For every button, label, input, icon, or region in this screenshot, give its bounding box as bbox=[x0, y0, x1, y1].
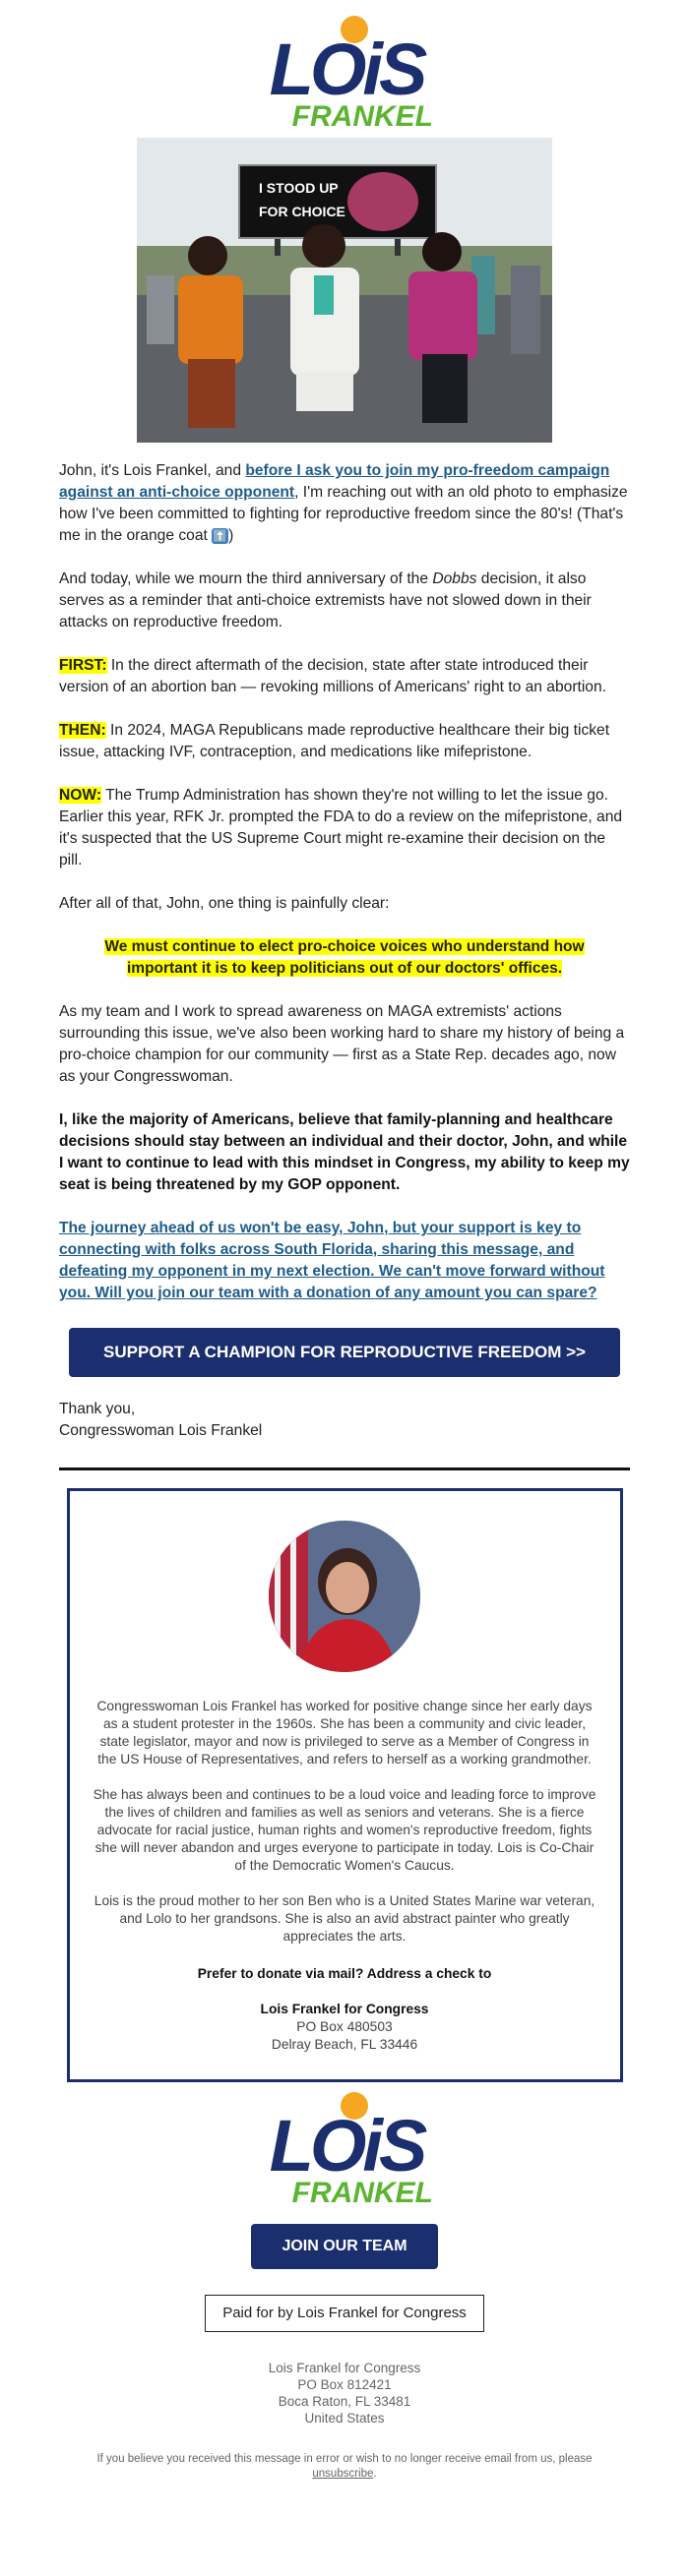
then-label: THEN: bbox=[59, 722, 106, 739]
clear-paragraph: After all of that, John, one thing is painfully clear: bbox=[59, 895, 390, 912]
mail-name: Lois Frankel for Congress bbox=[260, 2002, 429, 2016]
dobbs-text-start: And today, while we mourn the third anniversary of the bbox=[59, 570, 433, 587]
logo-last-name-footer: FRANKEL bbox=[291, 2177, 433, 2208]
then-text: In 2024, MAGA Republicans made reproductive healthcare their big ticket issue, attacking IVF, contraception, and medications like mifepristone. bbox=[59, 722, 610, 760]
logo-first-name: LOiS bbox=[269, 29, 424, 110]
mail-heading: Prefer to donate via mail? Address a check to bbox=[197, 1966, 492, 1981]
email-body bbox=[59, 460, 630, 1304]
avatar-portrait bbox=[269, 1521, 420, 1672]
footer-address-line-1: PO Box 812421 bbox=[297, 2377, 392, 2392]
intro-text-end: , I'm reaching out with an old photo to emphasize how I've been committed to fighting for reproductive freedom since the 80's! (That's me in the orange coat bbox=[59, 484, 628, 544]
footer-address-country: United States bbox=[304, 2411, 385, 2426]
footer-address-line-2: Boca Raton, FL 33481 bbox=[278, 2394, 411, 2409]
avatar bbox=[269, 1521, 420, 1672]
now-label: NOW: bbox=[59, 787, 102, 804]
footer-address-name: Lois Frankel for Congress bbox=[268, 2361, 421, 2375]
lois-frankel-logo bbox=[226, 14, 463, 132]
signoff-thanks: Thank you, bbox=[59, 1401, 136, 1417]
intro-close: ) bbox=[228, 527, 234, 544]
then-paragraph bbox=[59, 720, 630, 763]
dobbs-paragraph bbox=[59, 569, 630, 633]
intro-text-start: John, it's Lois Frankel, and bbox=[59, 462, 246, 479]
mail-line-1: PO Box 480503 bbox=[296, 2019, 393, 2034]
sign-text-2: FOR CHOICE bbox=[259, 204, 345, 219]
highlight-paragraph bbox=[89, 936, 600, 980]
logo-last-name: FRANKEL bbox=[291, 100, 433, 132]
signoff bbox=[59, 1399, 630, 1442]
section-divider bbox=[59, 1468, 630, 1470]
dobbs-text-end: decision, it also serves as a reminder that anti-choice extremists have not slowed down in their attacks on reproductive freedom. bbox=[59, 570, 592, 630]
mail-line-2: Delray Beach, FL 33446 bbox=[271, 2037, 418, 2052]
now-paragraph bbox=[59, 785, 630, 871]
footer-address bbox=[0, 2360, 689, 2426]
belief-paragraph: I, like the majority of Americans, believe that family-planning and healthcare decisions should stay between an individual and their doctor, John, and while I want to continue to lead with this mindset in Congress, my ability to keep my seat is being threatened by my GOP opponent. bbox=[59, 1111, 630, 1193]
highlight-text: We must continue to elect pro-choice voices who understand how important it is to keep politicians out of our doctors' offices. bbox=[104, 938, 585, 977]
support-champion-button[interactable]: SUPPORT A CHAMPION FOR REPRODUCTIVE FREEDOM >> bbox=[69, 1328, 620, 1377]
up-arrow-icon: ⬆️ bbox=[213, 529, 228, 543]
unsubscribe-text: If you believe you received this message in error or wish to no longer receive email from us, please bbox=[96, 2453, 593, 2465]
unsubscribe-end: . bbox=[373, 2468, 377, 2480]
dobbs-emphasis: Dobbs bbox=[432, 570, 477, 587]
paid-for-box: Paid for by Lois Frankel for Congress bbox=[205, 2295, 484, 2332]
first-paragraph bbox=[59, 655, 630, 698]
hero-photo bbox=[137, 138, 552, 443]
bio-paragraph-3: Lois is the proud mother to her son Ben who is a United States Marine war veteran, and Lolo to her grandsons. She is also an avid abstract painter who greatly appreciates the arts. bbox=[94, 1893, 595, 1944]
bio-paragraph-2: She has always been and continues to be a loud voice and leading force to improve the lives of children and families as well as seniors and veterans. She is a fierce advocate for racial justice, human rights and women's reproductive freedom, fights she will never abandon and urges everyone to participate in today. Lois is Co-Chair of the Democratic Women's Caucus. bbox=[93, 1787, 596, 1873]
now-text: The Trump Administration has shown they're not willing to let the issue go. Earlier this year, RFK Jr. prompted the FDA to do a review on the mifepristone, and it's suspected that the US Supreme Court might re-examine their decision on the pill. bbox=[59, 787, 623, 869]
first-text: In the direct aftermath of the decision, state after state introduced their version of an abortion ban — revoking millions of Americans' right to an abortion. bbox=[59, 657, 606, 695]
join-our-team-button[interactable]: JOIN OUR TEAM bbox=[251, 2224, 438, 2269]
intro-paragraph bbox=[59, 460, 630, 547]
join-campaign-link[interactable]: before I ask you to join my pro-freedom campaign against an anti-choice opponent bbox=[59, 462, 610, 501]
unsubscribe-link[interactable]: unsubscribe bbox=[312, 2468, 374, 2480]
first-label: FIRST: bbox=[59, 657, 107, 674]
unsubscribe-notice bbox=[69, 2452, 620, 2482]
lois-frankel-logo-footer bbox=[226, 2090, 463, 2208]
journey-paragraph bbox=[59, 1218, 630, 1304]
sign-text-1: I STOOD UP bbox=[259, 180, 339, 196]
logo-first-name-footer: LOiS bbox=[269, 2105, 424, 2187]
bio-paragraph-1: Congresswoman Lois Frankel has worked for positive change since her early days as a student protester in the 1960s. She has been a community and civic leader, state legislator, mayor and now is privileged to serve as a Member of Congress in the US House of Representatives, and refers to herself as a working grandmother. bbox=[96, 1699, 593, 1767]
donate-link[interactable]: The journey ahead of us won't be easy, John, but your support is key to connecting with folks across South Florida, sharing this message, and defeating my opponent in my next election. We can't move forward without you. Will you join our team with a donation of any amount you can spare? bbox=[59, 1220, 605, 1301]
awareness-paragraph: As my team and I work to spread awareness on MAGA extremists' actions surrounding this issue, we've also been working hard to share my history of being a pro-choice champion for our community — first as a State Rep. decades ago, now as your Congresswoman. bbox=[59, 1003, 625, 1085]
bio-box bbox=[67, 1488, 623, 2082]
signoff-name: Congresswoman Lois Frankel bbox=[59, 1422, 263, 1439]
hero-illustration bbox=[137, 138, 552, 443]
